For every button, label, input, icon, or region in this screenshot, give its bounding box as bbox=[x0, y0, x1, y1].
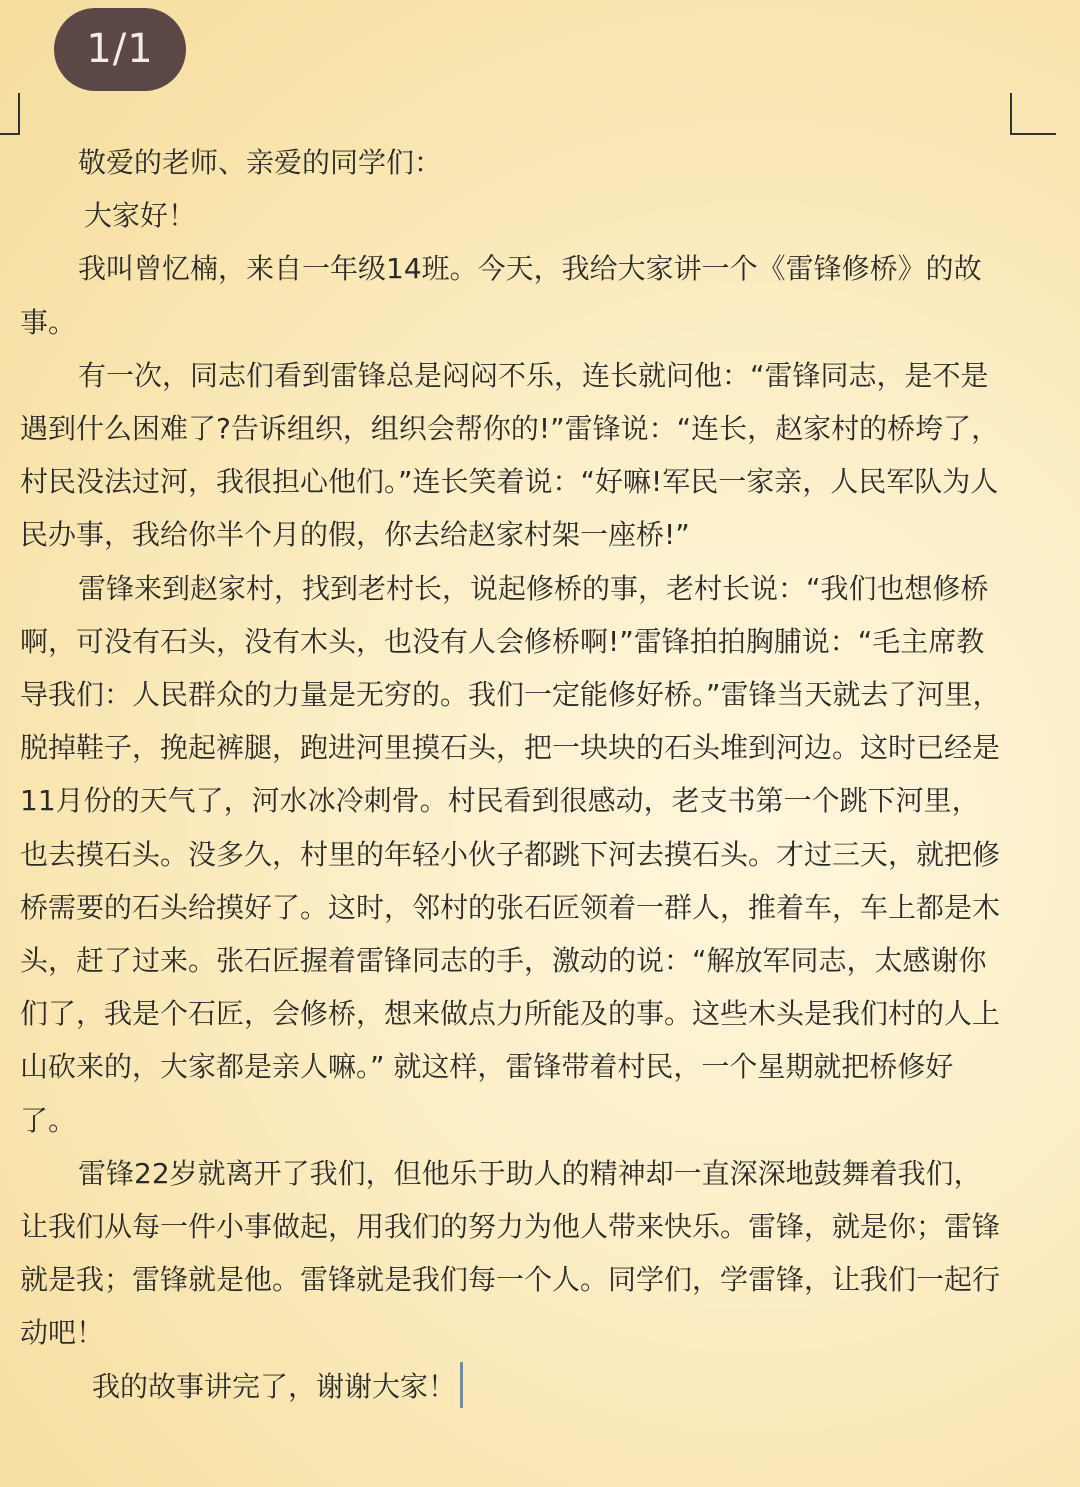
closing-text: 我的故事讲完了，谢谢大家！ bbox=[92, 1369, 457, 1403]
document-body[interactable] bbox=[20, 136, 1005, 1413]
paragraph-story-2: 雷锋来到赵家村，找到老村长，说起修桥的事，老村长说：“我们也想修桥啊，可没有石头，没有木头，也没有人会修桥啊!”雷锋拍拍胸脯说：“毛主席教导我们：人民群众的力量是无穷的。我们一定能修好桥。”雷锋当天就去了河里，脱掉鞋子，挽起裤腿，跑进河里摸石头，把一块块的石头堆到河边。这时已经是11月份的天气了，河水冰冷刺骨。村民看到很感动，老支书第一个跳下河里，也去摸石头。没多久，村里的年轻小伙子都跳下河去摸石头。才过三天，就把修桥需要的石头给摸好了。这时，邻村的张石匠领着一群人，推着车，车上都是木头，赶了过来。张石匠握着雷锋同志的手，激动的说：“解放军同志，太感谢你们了，我是个石匠，会修桥，想来做点力所能及的事。这些木头是我们村的人上山砍来的，大家都是亲人嘛。” 就这样，雷锋带着村民，一个星期就把桥修好了。 bbox=[20, 571, 1001, 1137]
closing-line bbox=[20, 1360, 1005, 1413]
paragraph-intro: 我叫曾忆楠，来自一年级14班。今天，我给大家讲一个《雷锋修桥》的故事。 bbox=[20, 252, 982, 339]
margin-corner-mark-left bbox=[0, 93, 20, 135]
page-indicator-badge: 1/1 bbox=[54, 8, 186, 91]
paragraph-conclusion: 雷锋22岁就离开了我们，但他乐于助人的精神却一直深深地鼓舞着我们，让我们从每一件小事做起，用我们的努力为他人带来快乐。雷锋，就是你；雷锋就是我；雷锋就是他。雷锋就是我们每一个人。同学们，学雷锋，让我们一起行动吧！ bbox=[20, 1156, 1001, 1350]
salutation-line: 敬爱的老师、亲爱的同学们： bbox=[78, 146, 443, 179]
text-cursor bbox=[460, 1362, 463, 1408]
paragraph-story-1: 有一次，同志们看到雷锋总是闷闷不乐，连长就问他：“雷锋同志，是不是遇到什么困难了?告诉组织，组织会帮你的!”雷锋说：“连长，赵家村的桥垮了，村民没法过河，我很担心他们。”连长笑着说：“好嘛!军民一家亲，人民军队为人民办事，我给你半个月的假，你去给赵家村架一座桥!” bbox=[20, 358, 1000, 552]
margin-corner-mark-right bbox=[1010, 93, 1056, 135]
greeting-line: 大家好！ bbox=[84, 199, 197, 233]
